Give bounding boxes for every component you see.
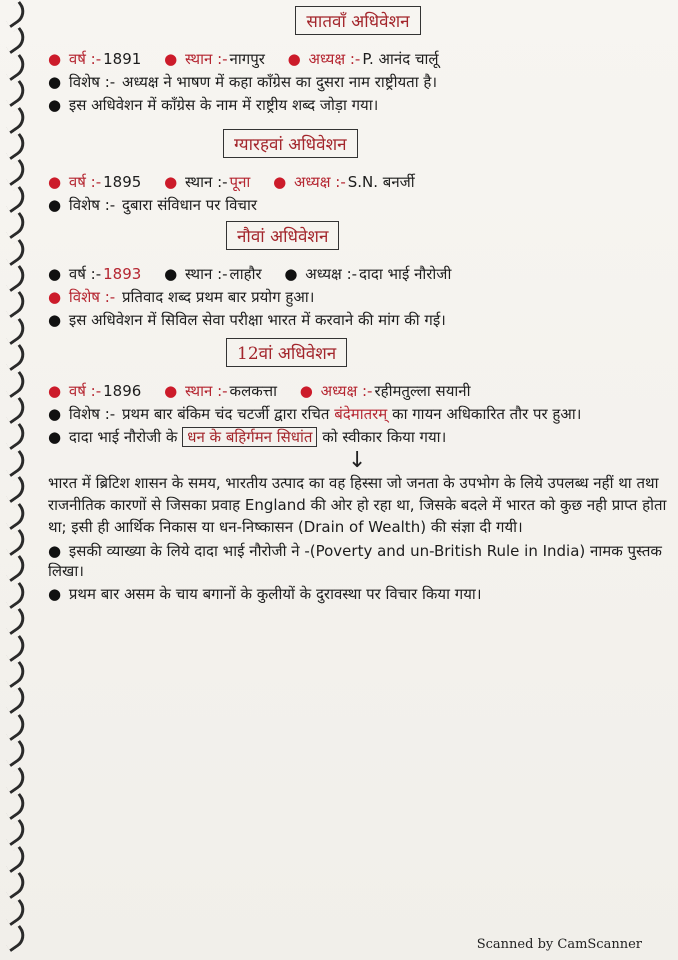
special-row: ● विशेष :- प्रतिवाद शब्द प्रथम बार प्रयोग हुआ। bbox=[48, 288, 315, 306]
assam-note-text: प्रथम बार असम के चाय बगानों के कुलीयों के दुरावस्था पर विचार किया गया। bbox=[68, 585, 482, 603]
spiral-coil bbox=[1, 186, 30, 213]
spiral-coil bbox=[1, 608, 30, 635]
spiral-coil bbox=[1, 555, 30, 582]
spiral-coil bbox=[1, 899, 30, 926]
president-value: P. आनंद चार्लू bbox=[362, 50, 439, 68]
spiral-coil bbox=[1, 291, 30, 318]
spiral-coil bbox=[1, 371, 30, 398]
drain-explanation: भारत में ब्रिटिश शासन के समय, भारतीय उत्पाद का वह हिस्सा जो जनता के उपभोग के लिये उपलब्ध नहीं था तथा राजनीतिक कारणों से जिसका प्रवाह England की ओर हो रहा था, जिसके बदले में भारत को कुछ नही प्राप्त होता था; इसी ही आर्थिक निकास या धन-निष्कासन (Drain of Wealth) की संज्ञा दी गयी। bbox=[48, 474, 667, 536]
spiral-coil bbox=[1, 740, 30, 767]
heading-seventh-session: सातवाँ अधिवेशन bbox=[295, 6, 420, 35]
special-row: ● विशेष :- अध्यक्ष ने भाषण में कहा कॉंग्रेस का दुसरा नाम राष्ट्रीयता है। bbox=[48, 73, 438, 91]
heading-ninth-session: नौवां अधिवेशन bbox=[226, 221, 339, 250]
spiral-binding bbox=[0, 6, 30, 956]
year-value: 1893 bbox=[103, 265, 142, 283]
special-row: ● विशेष :- दुबारा संविधान पर विचार bbox=[48, 196, 257, 214]
spiral-coil bbox=[1, 265, 30, 292]
year-value: 1895 bbox=[103, 173, 142, 191]
president-value: रहीमतुल्ला सयानी bbox=[374, 382, 471, 400]
spiral-coil bbox=[1, 27, 30, 54]
spiral-coil bbox=[1, 159, 30, 186]
special-row: ● विशेष :- प्रथम बार बंकिम चंद चटर्जी द्वारा रचित बंदेमातरम् का गायन अधिकारित तौर पर हुआ। bbox=[48, 405, 582, 423]
spiral-coil bbox=[1, 344, 30, 371]
spiral-coil bbox=[1, 397, 30, 424]
heading-eleventh-session: ग्यारहवां अधिवेशन bbox=[223, 129, 358, 158]
place-value: नागपुर bbox=[229, 50, 265, 68]
spiral-coil bbox=[1, 476, 30, 503]
spiral-coil bbox=[1, 635, 30, 662]
spiral-coil bbox=[1, 582, 30, 609]
spiral-coil bbox=[1, 793, 30, 820]
year-value: 1896 bbox=[103, 382, 142, 400]
spiral-coil bbox=[1, 423, 30, 450]
vande-mataram-text: बंदेमातरम् bbox=[334, 405, 388, 423]
place-value: लाहौर bbox=[229, 265, 262, 283]
down-arrow-icon: ↓ bbox=[348, 448, 367, 473]
president-value: दादा भाई नौरोजी bbox=[359, 265, 452, 283]
info-row: ● वर्ष :- 1896 ● स्थान :- कलकत्ता ● अध्यक्ष :- रहीमतुल्ला सयानी bbox=[48, 382, 471, 400]
special-text: अध्यक्ष ने भाषण में कहा कॉंग्रेस का दुसरा नाम राष्ट्रीयता है। bbox=[122, 73, 438, 91]
drain-theory-row: ● दादा भाई नौरोजी के धन के बहिर्गमन सिधांत को स्वीकार किया गया। bbox=[48, 428, 447, 446]
place-value: पूना bbox=[229, 173, 251, 191]
spiral-coil bbox=[1, 107, 30, 134]
note-row: ● इस अधिवेशन में सिविल सेवा परीक्षा भारत में करवाने की मांग की गई। bbox=[48, 311, 446, 329]
special-text: प्रतिवाद शब्द प्रथम बार प्रयोग हुआ। bbox=[122, 288, 315, 306]
special-text: दुबारा संविधान पर विचार bbox=[122, 196, 257, 214]
heading-twelfth-session: 12वां अधिवेशन bbox=[226, 338, 347, 367]
spiral-coil bbox=[1, 819, 30, 846]
drain-theory-box: धन के बहिर्गमन सिधांत bbox=[182, 427, 317, 447]
info-row: ● वर्ष :- 1895 ● स्थान :- पूना ● अध्यक्ष :- S.N. बनर्जी bbox=[48, 173, 415, 191]
spiral-coil bbox=[1, 1, 30, 28]
book-note-text: इसकी व्याख्या के लिये दादा भाई नौरोजी ने -(Poverty and un-British Rule in India) नामक पुस्तक लिखा। bbox=[48, 542, 662, 580]
note-row: ● इस अधिवेशन में कॉंग्रेस के नाम में राष्ट्रीय शब्द जोड़ा गया। bbox=[48, 96, 379, 114]
spiral-coil bbox=[1, 529, 30, 556]
spiral-coil bbox=[1, 450, 30, 477]
spiral-coil bbox=[1, 687, 30, 714]
assam-note-row: ● प्रथम बार असम के चाय बगानों के कुलीयों के दुरावस्था पर विचार किया गया। bbox=[48, 585, 482, 603]
note-text: इस अधिवेशन में सिविल सेवा परीक्षा भारत में करवाने की मांग की गई। bbox=[68, 311, 446, 329]
president-value: S.N. बनर्जी bbox=[347, 173, 415, 191]
spiral-coil bbox=[1, 133, 30, 160]
note-text: इस अधिवेशन में कॉंग्रेस के नाम में राष्ट्रीय शब्द जोड़ा गया। bbox=[68, 96, 379, 114]
spiral-coil bbox=[1, 80, 30, 107]
spiral-coil bbox=[1, 872, 30, 899]
spiral-coil bbox=[1, 318, 30, 345]
spiral-coil bbox=[1, 503, 30, 530]
spiral-coil bbox=[1, 925, 30, 952]
info-row: ● वर्ष :- 1891 ● स्थान :- नागपुर ● अध्यक्ष :- P. आनंद चार्लू bbox=[48, 50, 439, 68]
spiral-coil bbox=[1, 714, 30, 741]
notes-content bbox=[48, 6, 668, 607]
info-row: ● वर्ष :- 1893 ● स्थान :- लाहौर ● अध्यक्ष :- दादा भाई नौरोजी bbox=[48, 265, 452, 283]
spiral-coil bbox=[1, 661, 30, 688]
spiral-coil bbox=[1, 54, 30, 81]
year-value: 1891 bbox=[103, 50, 142, 68]
place-value: कलकत्ता bbox=[229, 382, 278, 400]
spiral-coil bbox=[1, 846, 30, 873]
spiral-coil bbox=[1, 212, 30, 239]
spiral-coil bbox=[1, 239, 30, 266]
book-note-row: ● इसकी व्याख्या के लिये दादा भाई नौरोजी ने -(Poverty and un-British Rule in India) नामक पुस्तक लिखा। bbox=[48, 542, 662, 580]
scanner-watermark: Scanned by CamScanner bbox=[476, 937, 642, 952]
spiral-coil bbox=[1, 767, 30, 794]
